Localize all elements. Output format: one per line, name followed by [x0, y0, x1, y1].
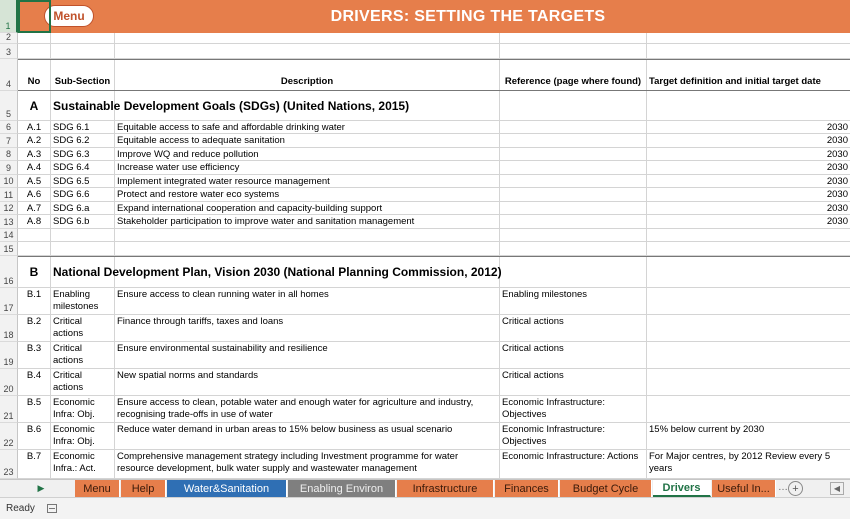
- row-header[interactable]: 15: [0, 242, 18, 256]
- cell[interactable]: [115, 229, 500, 241]
- cell[interactable]: [500, 134, 647, 147]
- tab-scroll-right-icon[interactable]: ▶: [37, 483, 45, 493]
- cell[interactable]: Finance through tariffs, taxes and loans: [115, 315, 500, 341]
- cell[interactable]: SDG 6.5: [51, 175, 115, 187]
- cell[interactable]: SDG 6.1: [51, 121, 115, 133]
- section-b-title: National Development Plan, Vision 2030 (National Planning Commission, 2012): [53, 265, 502, 279]
- cell[interactable]: A.6: [18, 188, 51, 201]
- cell[interactable]: 2030: [826, 216, 848, 227]
- cell[interactable]: Stakeholder participation to improve water and sanitation management: [115, 215, 500, 228]
- sheet-row: [18, 148, 850, 161]
- sheet-row: [18, 59, 850, 91]
- status-text: Ready: [6, 503, 35, 514]
- menu-button[interactable]: Menu: [44, 5, 94, 27]
- row-header[interactable]: 22: [0, 423, 18, 450]
- tab-menu[interactable]: Menu: [75, 480, 120, 497]
- sheet-row: [18, 44, 850, 59]
- cell[interactable]: Critical actions: [51, 315, 115, 341]
- cell[interactable]: SDG 6.6: [51, 188, 115, 201]
- cell[interactable]: Ensure environmental sustainability and resilience: [115, 342, 500, 368]
- cell[interactable]: Critical actions: [500, 342, 647, 368]
- cell[interactable]: 15% below current by 2030: [649, 424, 765, 435]
- cell[interactable]: Comprehensive management strategy including Investment programme for water resource development, bulk water supply and wastewater management: [115, 450, 500, 478]
- cell[interactable]: [500, 242, 647, 255]
- cell[interactable]: 2030: [826, 135, 848, 146]
- cell[interactable]: Implement integrated water resource management: [115, 175, 500, 187]
- cell[interactable]: [647, 242, 850, 255]
- cell[interactable]: B.4: [18, 369, 51, 395]
- tab-drivers[interactable]: Drivers: [653, 480, 711, 497]
- cell[interactable]: [647, 369, 850, 395]
- row-header[interactable]: 13: [0, 215, 18, 229]
- sheet-row: [18, 175, 850, 188]
- cell[interactable]: SDG 6.4: [51, 161, 115, 174]
- cell[interactable]: Expand international cooperation and capacity-building support: [115, 202, 500, 214]
- sheet-row: [18, 396, 850, 423]
- cell[interactable]: [500, 257, 647, 287]
- cell[interactable]: [500, 175, 647, 187]
- cell[interactable]: [500, 161, 647, 174]
- sheet-row: [18, 202, 850, 215]
- cell[interactable]: [18, 33, 51, 43]
- cell[interactable]: [647, 257, 850, 287]
- cell[interactable]: SDG 6.2: [51, 134, 115, 147]
- horizontal-scroll-left-icon[interactable]: ◀: [830, 482, 844, 495]
- cell[interactable]: [18, 242, 51, 255]
- cell[interactable]: [500, 148, 647, 160]
- cell[interactable]: [500, 121, 647, 133]
- sheet-row: [18, 91, 850, 121]
- cell[interactable]: 2030: [826, 162, 848, 173]
- sheet-row: [18, 288, 850, 315]
- sheet-row: [18, 229, 850, 242]
- cell[interactable]: [500, 91, 647, 120]
- cell[interactable]: A.5: [18, 175, 51, 187]
- cell[interactable]: A.8: [18, 215, 51, 228]
- cell[interactable]: [51, 44, 115, 58]
- sheet-row: [18, 369, 850, 396]
- row-header[interactable]: 12: [0, 202, 18, 215]
- cell[interactable]: [647, 342, 850, 368]
- tab-infrastructure[interactable]: Infrastructure: [397, 480, 494, 497]
- cell[interactable]: 2030: [826, 189, 848, 200]
- row-header[interactable]: 1: [0, 0, 18, 33]
- tab-useful-in[interactable]: Useful In...: [712, 480, 776, 497]
- tab-water-sanitation[interactable]: Water&Sanitation: [167, 480, 287, 497]
- cell[interactable]: B.2: [18, 315, 51, 341]
- cell[interactable]: Target definition and initial target date: [649, 76, 821, 87]
- status-bar: [0, 497, 850, 519]
- cell[interactable]: [647, 91, 850, 120]
- sheet-row: [18, 134, 850, 148]
- tab-budget-cycle[interactable]: Budget Cycle: [560, 480, 652, 497]
- cell[interactable]: [500, 229, 647, 241]
- row-header[interactable]: 23: [0, 450, 18, 479]
- sheet-row: [18, 161, 850, 175]
- cell[interactable]: B.5: [18, 396, 51, 422]
- page-title: DRIVERS: SETTING THE TARGETS: [330, 7, 606, 25]
- cell[interactable]: Economic Infrastructure: Objectives: [500, 423, 647, 449]
- cell[interactable]: A.1: [18, 121, 51, 133]
- sheet-row: [18, 450, 850, 479]
- cell[interactable]: 2030: [826, 176, 848, 187]
- sheet-row: [18, 315, 850, 342]
- cell[interactable]: SDG 6.a: [51, 202, 115, 214]
- row-header[interactable]: 17: [0, 288, 18, 315]
- cell[interactable]: 2030: [826, 149, 848, 160]
- row-header[interactable]: 11: [0, 188, 18, 202]
- cell[interactable]: [500, 202, 647, 214]
- cell[interactable]: [500, 215, 647, 228]
- cell[interactable]: [647, 229, 850, 241]
- cell[interactable]: [647, 288, 850, 314]
- sheet-row: [18, 242, 850, 256]
- row-header[interactable]: 9: [0, 161, 18, 175]
- tab-finances[interactable]: Finances: [495, 480, 559, 497]
- row-header[interactable]: 19: [0, 342, 18, 369]
- row-header[interactable]: 4: [0, 59, 18, 91]
- cell[interactable]: Reference (page where found): [500, 60, 647, 90]
- row-header[interactable]: 18: [0, 315, 18, 342]
- cell[interactable]: Enabling milestones: [500, 288, 647, 314]
- cell[interactable]: A: [18, 91, 51, 120]
- sheet-row: [18, 121, 850, 134]
- cell[interactable]: Reduce water demand in urban areas to 15% below business as usual scenario: [115, 423, 500, 449]
- row-header[interactable]: 3: [0, 44, 18, 59]
- cell[interactable]: B.7: [18, 450, 51, 478]
- cell[interactable]: No: [18, 60, 51, 90]
- title-banner: [18, 0, 850, 33]
- tab-enabling-environ[interactable]: Enabling Environ: [288, 480, 396, 497]
- cell[interactable]: Protect and restore water eco systems: [115, 188, 500, 201]
- row-header[interactable]: 6: [0, 121, 18, 134]
- cell[interactable]: B.6: [18, 423, 51, 449]
- sheet-row: [18, 423, 850, 450]
- row-header[interactable]: 2: [0, 33, 18, 44]
- cell[interactable]: Critical actions: [51, 342, 115, 368]
- cell[interactable]: Critical actions: [51, 369, 115, 395]
- row-header[interactable]: 16: [0, 256, 18, 288]
- row-header[interactable]: 8: [0, 148, 18, 161]
- cell[interactable]: Description: [115, 60, 500, 90]
- more-tabs-icon[interactable]: …: [778, 482, 788, 493]
- sheet-row: [18, 188, 850, 202]
- tab-help[interactable]: Help: [121, 480, 166, 497]
- row-header[interactable]: 14: [0, 229, 18, 242]
- cell[interactable]: Economic Infra: Obj.: [51, 396, 115, 422]
- cell[interactable]: [647, 33, 850, 43]
- cell[interactable]: SDG 6.b: [51, 215, 115, 228]
- cell[interactable]: B.1: [18, 288, 51, 314]
- cell[interactable]: Enabling milestones: [51, 288, 115, 314]
- cell[interactable]: B: [18, 257, 51, 287]
- cell[interactable]: Economic Infrastructure: Objectives: [500, 396, 647, 422]
- macro-record-icon[interactable]: [47, 504, 57, 513]
- cell[interactable]: Increase water use efficiency: [115, 161, 500, 174]
- cell[interactable]: [647, 396, 850, 422]
- cell[interactable]: [115, 44, 500, 58]
- cell[interactable]: Economic Infrastructure: Actions: [500, 450, 647, 478]
- cell[interactable]: [115, 33, 500, 43]
- cell[interactable]: [500, 33, 647, 43]
- sheet-row: [18, 33, 850, 44]
- cell[interactable]: [500, 44, 647, 58]
- cell[interactable]: A.2: [18, 134, 51, 147]
- cell[interactable]: [51, 229, 115, 241]
- cell[interactable]: B.3: [18, 342, 51, 368]
- cell[interactable]: [647, 315, 850, 341]
- row-header[interactable]: 10: [0, 175, 18, 188]
- row-header[interactable]: 7: [0, 134, 18, 148]
- cell[interactable]: A.3: [18, 148, 51, 160]
- cell[interactable]: [500, 188, 647, 201]
- cell[interactable]: Sub-Section: [51, 60, 115, 90]
- cell[interactable]: Critical actions: [500, 369, 647, 395]
- row-header[interactable]: 20: [0, 369, 18, 396]
- cell[interactable]: Critical actions: [500, 315, 647, 341]
- cell[interactable]: [51, 33, 115, 43]
- cell[interactable]: Ensure access to clean, potable water and enough water for agriculture and industry, recognising trade-offs in use of water: [115, 396, 500, 422]
- sheet-row: [18, 256, 850, 288]
- cell[interactable]: [115, 242, 500, 255]
- cell[interactable]: Economic Infra.: Act.: [51, 450, 115, 478]
- cell[interactable]: A.7: [18, 202, 51, 214]
- cell[interactable]: [647, 44, 850, 58]
- cell[interactable]: [51, 242, 115, 255]
- cell[interactable]: Improve WQ and reduce pollution: [115, 148, 500, 160]
- cell[interactable]: [18, 44, 51, 58]
- cell[interactable]: Economic Infra: Obj.: [51, 423, 115, 449]
- cell[interactable]: Ensure access to clean running water in all homes: [115, 288, 500, 314]
- cell[interactable]: For Major centres, by 2012 Review every 5 years: [649, 451, 831, 474]
- cell[interactable]: SDG 6.3: [51, 148, 115, 160]
- sheet-row: [18, 215, 850, 229]
- cell[interactable]: [18, 229, 51, 241]
- add-sheet-icon[interactable]: +: [788, 481, 803, 496]
- sheet-tab-bar: [0, 479, 850, 497]
- cell[interactable]: New spatial norms and standards: [115, 369, 500, 395]
- row-header[interactable]: 21: [0, 396, 18, 423]
- cell[interactable]: A.4: [18, 161, 51, 174]
- cell[interactable]: Equitable access to adequate sanitation: [115, 134, 500, 147]
- section-a-title: Sustainable Development Goals (SDGs) (United Nations, 2015): [53, 98, 410, 113]
- cell[interactable]: 2030: [826, 122, 848, 133]
- row-header[interactable]: 5: [0, 91, 18, 121]
- sheet-row: [18, 342, 850, 369]
- cell[interactable]: Equitable access to safe and affordable drinking water: [115, 121, 500, 133]
- cell[interactable]: 2030: [826, 203, 848, 214]
